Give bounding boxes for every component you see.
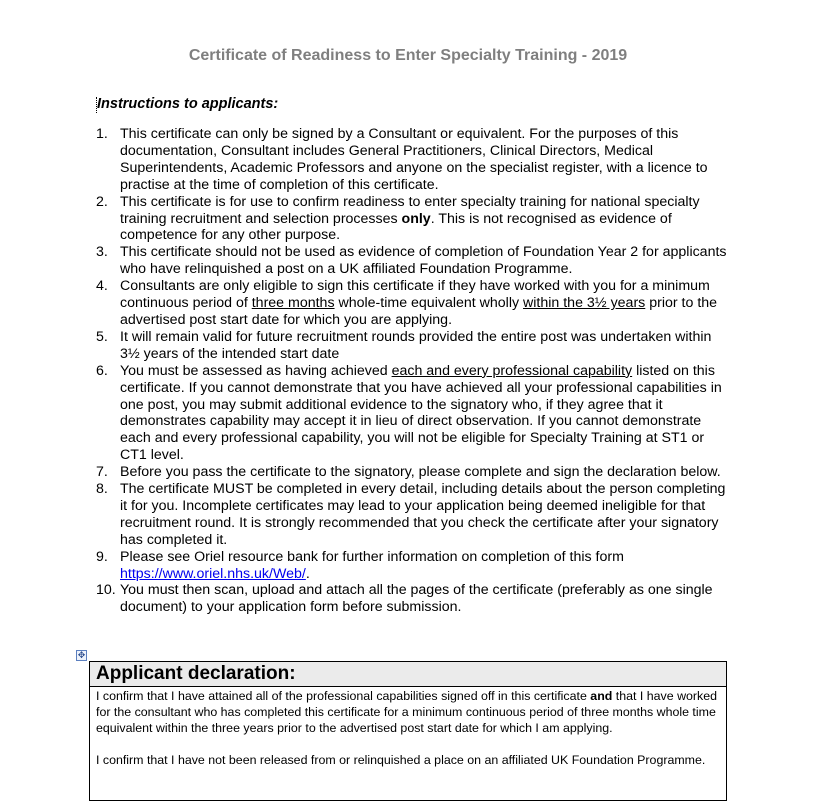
move-handle-icon[interactable]: ✥ (77, 650, 86, 660)
item-text: Consultants are only eligible to sign this certificate if they have worked with you for a minimum continuous period of (120, 278, 710, 312)
list-item (96, 549, 728, 583)
item-text: You must be assessed as having achieved (120, 362, 392, 379)
declaration-body (90, 687, 726, 768)
instructions-heading: Instructions to applicants: (97, 96, 279, 112)
item-text: whole-time equivalent wholly (334, 295, 524, 312)
item-text-underlined: within the 3½ years (523, 295, 646, 312)
declaration-text-bold: and (590, 689, 613, 703)
item-number: 9. (96, 548, 108, 565)
list-item (96, 126, 728, 194)
applicant-declaration-table (89, 661, 727, 801)
item-number: 10. (96, 582, 116, 599)
list-item (96, 464, 728, 481)
item-text: Before you pass the certificate to the signatory, please complete and sign the declaration below. (120, 464, 721, 481)
item-text: . This is not recognised as evidence of competence for any other purpose. (120, 210, 672, 244)
item-number: 7. (96, 464, 108, 481)
item-number: 5. (96, 328, 108, 345)
declaration-text: that I have worked for the consultant who has completed this certificate for a minimum continuous period of three months whole time equivalent within the three years prior to the advertised post start date for which I am applying. (96, 689, 718, 735)
item-text-underlined: each and every professional capability (391, 362, 633, 379)
declaration-paragraph (96, 688, 720, 736)
item-text: It will remain valid for future recruitment rounds provided the entire post was undertaken within 3½ years of the intended start date (120, 328, 712, 362)
item-text-underlined: three months (251, 295, 335, 312)
declaration-heading: Applicant declaration: (90, 662, 726, 687)
list-item (96, 481, 728, 549)
item-number: 4. (96, 278, 108, 295)
list-item (96, 582, 728, 616)
list-item (96, 278, 728, 329)
list-item (96, 363, 728, 464)
item-number: 8. (96, 481, 108, 498)
item-text: This certificate can only be signed by a Consultant or equivalent. For the purposes of this documentation, Consultant includes General Practitioners, Clinical Directors, Medical Superintendents, Academic Professors and anyone on the specialist register, with a licence to practise at the time of completion of this certificate. (120, 126, 708, 193)
item-text: listed on this certificate. If you cannot demonstrate that you have achieved all your professional capabilities in one post, you may submit additional evidence to the signatory who, if they agree that it demonstrates capability may accept it in lieu of direct observation. If you cannot demonstrate each and every professional capability, you will not be eligible for Specialty Training at ST1 or CT1 level. (120, 362, 722, 464)
declaration-text: I confirm that I have attained all of the professional capabilities signed off in this certificate (96, 689, 591, 703)
document-title: Certificate of Readiness to Enter Specialty Training - 2019 (188, 47, 628, 64)
item-text: Please see Oriel resource bank for further information on completion of this form (120, 548, 624, 565)
list-item (96, 244, 728, 278)
declaration-paragraph: I confirm that I have not been released from or relinquished a place on an affiliated UK Foundation Programme. (96, 753, 706, 767)
item-text: prior to the advertised post start date for which you are applying. (120, 295, 718, 328)
item-number: 2. (96, 193, 108, 210)
item-number: 1. (96, 126, 108, 142)
item-text: This certificate should not be used as evidence of completion of Foundation Year 2 for applicants who have relinquished a post on a UK affiliated Foundation Programme. (120, 244, 727, 278)
list-item (96, 194, 728, 245)
item-text: You must then scan, upload and attach all the pages of the certificate (preferably as one single document) to your application form before submission. (120, 582, 713, 616)
item-text: This certificate is for use to confirm readiness to enter specialty training for national specialty training recruitment and selection processes (120, 193, 700, 227)
oriel-link[interactable]: https://www.oriel.nhs.uk/Web/ (120, 565, 306, 582)
item-number: 3. (96, 244, 108, 261)
item-number: 6. (96, 362, 108, 379)
item-text: The certificate MUST be completed in every detail, including details about the person completing it for you. Incomplete certificates may lead to your application being deemed ineligible for that recruitment round. It is strongly recommended that you check the certificate after your signatory has completed it. (120, 481, 726, 548)
list-item (96, 329, 728, 363)
item-text-bold: only (401, 210, 431, 227)
item-text: . (305, 565, 310, 582)
instructions-list (96, 126, 728, 616)
